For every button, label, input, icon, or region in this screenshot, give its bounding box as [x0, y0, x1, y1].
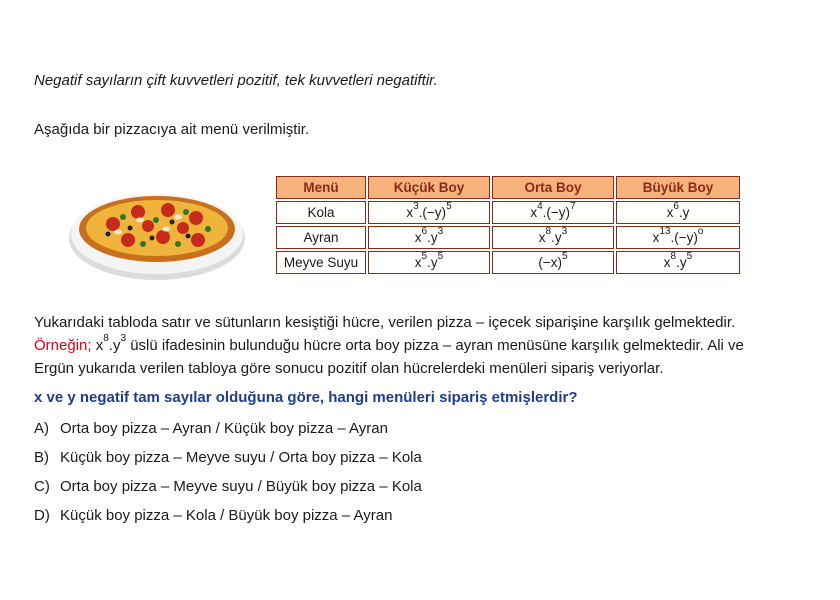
explanation-line-3: Ergün yukarıda verilen tabloya göre sonucu pozitif olan hücrelerdeki menüleri sipariş veriyorlar. — [34, 360, 664, 377]
example-label: Örneğin; — [34, 337, 92, 354]
table-cell: $x^8.y^5$ — [616, 251, 740, 274]
row-label: Kola — [276, 201, 366, 224]
row-label: Meyve Suyu — [276, 251, 366, 274]
option-d[interactable] — [34, 507, 422, 536]
option-text: Orta boy pizza – Meyve suyu / Büyük boy pizza – Kola — [60, 478, 422, 495]
menu-intro-text: Aşağıda bir pizzacıya ait menü verilmiştir. — [34, 121, 310, 138]
table-header-row — [276, 176, 740, 199]
option-text: Küçük boy pizza – Kola / Büyük boy pizza – Ayran — [60, 507, 393, 524]
header-large: Büyük Boy — [616, 176, 740, 199]
table-cell: $(-x)^5$ — [492, 251, 614, 274]
question-text: x ve y negatif tam sayılar olduğuna göre, hangi menüleri sipariş etmişlerdir? — [34, 389, 578, 406]
explanation-line-1: Yukarıdaki tabloda satır ve sütunların kesiştiği hücre, verilen pizza – içecek siparişine karşılık gelmektedir. — [34, 314, 736, 331]
option-letter: C) — [34, 478, 50, 495]
table-cell: $x^5.y^5$ — [368, 251, 490, 274]
explanation-line-2-rest: üslü ifadesinin bulunduğu hücre orta boy pizza – ayran menüsüne karşılık gelmektedir. Ali ve — [130, 337, 744, 354]
table-cell: $x^6.y$ — [616, 201, 740, 224]
table-row — [276, 226, 740, 249]
table-cell: $x^4.(-y)^7$ — [492, 201, 614, 224]
option-a[interactable] — [34, 420, 422, 449]
table-row — [276, 201, 740, 224]
table-cell: $x^8.y^3$ — [492, 226, 614, 249]
header-small: Küçük Boy — [368, 176, 490, 199]
answer-options — [34, 420, 422, 536]
menu-table — [274, 174, 742, 276]
option-letter: A) — [34, 420, 49, 437]
header-menu: Menü — [276, 176, 366, 199]
row-label: Ayran — [276, 226, 366, 249]
header-medium: Orta Boy — [492, 176, 614, 199]
explanation-line-2 — [34, 333, 744, 354]
table-cell: $x^6.y^3$ — [368, 226, 490, 249]
option-text: Küçük boy pizza – Meyve suyu / Orta boy pizza – Kola — [60, 449, 422, 466]
intro-text: Negatif sayıların çift kuvvetleri pozitif, tek kuvvetleri negatiftir. — [34, 72, 438, 89]
table-cell: $x^3.(-y)^5$ — [368, 201, 490, 224]
pizza-image — [68, 182, 246, 282]
option-c[interactable] — [34, 478, 422, 507]
option-letter: B) — [34, 449, 49, 466]
example-expression: $x^8.y^3$ — [95, 333, 127, 354]
option-letter: D) — [34, 507, 50, 524]
option-text: Orta boy pizza – Ayran / Küçük boy pizza – Ayran — [60, 420, 388, 437]
table-cell: $x^{13}.(-y)^o$ — [616, 226, 740, 249]
table-row — [276, 251, 740, 274]
option-b[interactable] — [34, 449, 422, 478]
